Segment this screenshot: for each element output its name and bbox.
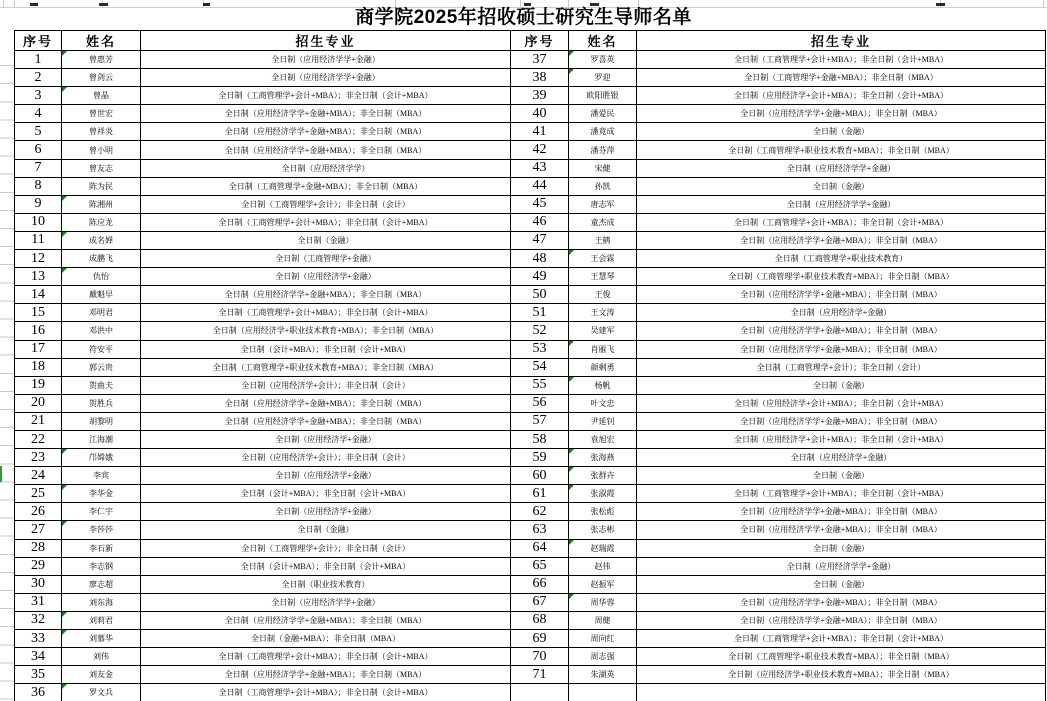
row-number-cell[interactable]: 2 (15, 69, 62, 87)
row-number-cell[interactable]: 25 (15, 485, 62, 503)
name-cell[interactable]: 罗喜英 (569, 51, 637, 69)
table-row (15, 539, 1046, 557)
major-cell[interactable]: 全日制（工商管理学+会计+MBA）；非全日制（会计+MBA） (637, 213, 1046, 231)
row-number-cell[interactable]: 6 (15, 141, 62, 159)
name-cell[interactable]: 宋健 (569, 159, 637, 177)
comment-indicator (62, 485, 67, 490)
major-cell[interactable]: 全日制（应用经济学学+金融+MBA）；非全日制（MBA） (637, 593, 1046, 611)
major-cell[interactable]: 全日制（应用经济学学+金融+MBA）；非全日制（MBA） (637, 503, 1046, 521)
name-cell[interactable]: 曾晶 (62, 87, 141, 105)
name-cell[interactable]: 张松彪 (569, 503, 637, 521)
row-number-cell[interactable]: 71 (511, 666, 569, 684)
row-number-cell[interactable]: 36 (15, 684, 62, 701)
comment-indicator (569, 449, 574, 454)
table-row (15, 376, 1046, 394)
major-cell[interactable]: 全日制（应用经济学学+金融） (637, 195, 1046, 213)
column-header-major[interactable]: 招生专业 (637, 31, 1046, 51)
table-row (15, 485, 1046, 503)
table-row (15, 340, 1046, 358)
name-cell[interactable]: 尹延钊 (569, 412, 637, 430)
row-number-cell[interactable]: 19 (15, 376, 62, 394)
row-number-cell[interactable]: 5 (15, 123, 62, 141)
major-cell[interactable]: 全日制（会计+MBA）；非全日制（会计+MBA） (141, 485, 511, 503)
table-row (15, 231, 1046, 249)
major-cell[interactable]: 全日制（工商管理学+会计+MBA）；非全日制（会计+MBA） (637, 51, 1046, 69)
row-number-cell[interactable]: 47 (511, 231, 569, 249)
name-cell[interactable]: 张志彬 (569, 521, 637, 539)
comment-indicator (62, 196, 67, 201)
row-number-cell[interactable]: 20 (15, 394, 62, 412)
column-header-major[interactable]: 招生专业 (141, 31, 511, 51)
name-cell[interactable]: 廖志超 (62, 575, 141, 593)
name-cell[interactable]: 李宾 (62, 467, 141, 485)
major-cell[interactable]: 全日制（工商管理学+会计）；非全日制（会计） (637, 358, 1046, 376)
name-cell[interactable]: 成名婵 (62, 231, 141, 249)
table-row (15, 648, 1046, 666)
name-cell[interactable]: 陈应龙 (62, 213, 141, 231)
comment-indicator (62, 87, 67, 92)
name-cell[interactable]: 罗迎 (569, 69, 637, 87)
major-cell[interactable]: 全日制（应用经济学学+金融） (141, 51, 511, 69)
name-cell[interactable]: 潘芬萍 (569, 141, 637, 159)
major-cell[interactable]: 全日制（金融） (637, 123, 1046, 141)
major-cell[interactable]: 全日制（工商管理学+职业技术教育+MBA）；非全日制（MBA） (637, 268, 1046, 286)
row-number-cell[interactable]: 37 (511, 51, 569, 69)
name-cell[interactable]: 胡黎明 (62, 412, 141, 430)
comment-indicator (62, 630, 67, 635)
major-cell[interactable]: 全日制（应用经济学学+金融） (637, 557, 1046, 575)
table-row (15, 87, 1046, 105)
row-number-cell[interactable]: 55 (511, 376, 569, 394)
row-number-cell[interactable]: 35 (15, 666, 62, 684)
major-cell[interactable]: 全日制（应用经济学学+金融+MBA）；非全日制（MBA） (637, 105, 1046, 123)
major-cell[interactable]: 全日制（应用经济学学） (141, 159, 511, 177)
major-cell[interactable]: 全日制（工商管理学+职业技术教育+MBA）；非全日制（MBA） (637, 648, 1046, 666)
row-number-cell[interactable]: 68 (511, 611, 569, 629)
row-number-cell[interactable]: 13 (15, 268, 62, 286)
name-cell[interactable]: 戴魁早 (62, 286, 141, 304)
major-cell[interactable]: 全日制（应用经济学学+金融+MBA）；非全日制（MBA） (141, 105, 511, 123)
major-cell[interactable]: 全日制（应用经济学学+金融+MBA）；非全日制（MBA） (637, 340, 1046, 358)
table-row (15, 575, 1046, 593)
major-cell[interactable]: 全日制（应用经济学学+金融） (141, 593, 511, 611)
row-number-cell[interactable]: 43 (511, 159, 569, 177)
name-cell[interactable]: 周志强 (569, 648, 637, 666)
comment-indicator (569, 250, 574, 255)
row-number-cell[interactable]: 39 (511, 87, 569, 105)
major-cell[interactable]: 全日制（金融） (141, 521, 511, 539)
comment-indicator (569, 341, 574, 346)
row-number-cell[interactable]: 4 (15, 105, 62, 123)
name-cell[interactable]: 唐志军 (569, 195, 637, 213)
row-number-cell[interactable]: 24 (15, 467, 62, 485)
comment-indicator (62, 268, 67, 273)
row-number-cell[interactable]: 49 (511, 268, 569, 286)
table-row (15, 304, 1046, 322)
table-row (15, 593, 1046, 611)
name-cell[interactable]: 曾惠芳 (62, 51, 141, 69)
row-number-cell[interactable]: 52 (511, 322, 569, 340)
major-cell[interactable]: 全日制（会计+MBA）；非全日制（会计+MBA） (141, 340, 511, 358)
major-cell[interactable]: 全日制（金融+MBA）；非全日制（MBA） (141, 630, 511, 648)
comment-indicator (62, 449, 67, 454)
major-cell[interactable]: 全日制（应用经济学学+金融+MBA）；非全日制（MBA） (141, 141, 511, 159)
name-cell[interactable]: 曾世宏 (62, 105, 141, 123)
name-cell[interactable]: 叶文忠 (569, 394, 637, 412)
row-24-margin-marker (0, 466, 2, 482)
row-number-cell[interactable]: 16 (15, 322, 62, 340)
row-number-cell[interactable]: 63 (511, 521, 569, 539)
row-number-cell[interactable]: 57 (511, 412, 569, 430)
table-row (15, 213, 1046, 231)
row-number-cell[interactable]: 27 (15, 521, 62, 539)
row-number-cell[interactable]: 69 (511, 630, 569, 648)
row-number-cell[interactable]: 18 (15, 358, 62, 376)
table-row (15, 394, 1046, 412)
major-cell[interactable]: 全日制（应用经济学+金融） (637, 304, 1046, 322)
major-cell[interactable]: 全日制（工商管理学+会计+MBA）；非全日制（会计+MBA） (141, 304, 511, 322)
name-cell[interactable]: 曾小明 (62, 141, 141, 159)
name-cell[interactable]: 邓明君 (62, 304, 141, 322)
row-number-cell[interactable]: 60 (511, 467, 569, 485)
table-row (15, 105, 1046, 123)
name-cell[interactable]: 朱湖英 (569, 666, 637, 684)
name-cell[interactable]: 欧阳胜银 (569, 87, 637, 105)
table-row (15, 286, 1046, 304)
name-cell[interactable]: 李华金 (62, 485, 141, 503)
major-cell[interactable]: 全日制（金融） (637, 467, 1046, 485)
major-cell[interactable]: 全日制（应用经济学学+金融+MBA）；非全日制（MBA） (141, 611, 511, 629)
table-row (15, 177, 1046, 195)
name-cell[interactable]: 孙凯 (569, 177, 637, 195)
comment-indicator (62, 521, 67, 526)
row-number-cell[interactable]: 51 (511, 304, 569, 322)
name-cell[interactable]: 符安平 (62, 340, 141, 358)
name-cell[interactable]: 杨帆 (569, 376, 637, 394)
table-row (15, 430, 1046, 448)
major-cell[interactable]: 全日制（应用经济学学+金融） (141, 69, 511, 87)
name-cell[interactable]: 张淑霞 (569, 485, 637, 503)
major-cell[interactable]: 全日制（应用经济学+职业技术教育+MBA）；非全日制（MBA） (637, 666, 1046, 684)
name-cell[interactable]: 潘竟成 (569, 123, 637, 141)
table-row (15, 449, 1046, 467)
name-cell[interactable]: 陈为民 (62, 177, 141, 195)
row-number-cell[interactable]: 48 (511, 250, 569, 268)
row-number-cell[interactable]: 31 (15, 593, 62, 611)
row-number-cell[interactable]: 66 (511, 575, 569, 593)
major-cell[interactable]: 全日制（工商管理学+会计）；非全日制（会计） (141, 195, 511, 213)
name-cell[interactable]: 赵瑞霞 (569, 539, 637, 557)
row-number-cell[interactable]: 22 (15, 430, 62, 448)
major-cell[interactable]: 全日制（应用经济学+会计+MBA）；非全日制（会计+MBA） (637, 87, 1046, 105)
name-cell[interactable]: 周健 (569, 611, 637, 629)
major-cell[interactable]: 全日制（金融） (141, 231, 511, 249)
comment-indicator (569, 467, 574, 472)
row-number-cell[interactable]: 23 (15, 449, 62, 467)
major-cell[interactable]: 全日制（工商管理学+会计+MBA）；非全日制（会计+MBA） (141, 213, 511, 231)
major-cell[interactable]: 全日制（应用经济学+职业技术教育+MBA）；非全日制（MBA） (141, 322, 511, 340)
row-number-cell[interactable]: 45 (511, 195, 569, 213)
row-number-cell[interactable]: 8 (15, 177, 62, 195)
comment-indicator (569, 485, 574, 490)
name-cell[interactable]: 王慧琴 (569, 268, 637, 286)
major-cell[interactable]: 全日制（工商管理学+会计+MBA）；非全日制（会计+MBA） (637, 485, 1046, 503)
row-number-cell[interactable]: 34 (15, 648, 62, 666)
major-cell[interactable]: 全日制（应用经济学学+金融+MBA）；非全日制（MBA） (141, 394, 511, 412)
table-row (15, 51, 1046, 69)
comment-indicator (62, 684, 67, 689)
column-header-no[interactable]: 序号 (511, 31, 569, 51)
comment-indicator (569, 540, 574, 545)
major-cell[interactable]: 全日制（工商管理学+会计+MBA）；非全日制（会计+MBA） (141, 648, 511, 666)
major-cell[interactable]: 全日制（金融） (637, 376, 1046, 394)
column-header-name[interactable]: 姓名 (62, 31, 141, 51)
name-cell[interactable]: 张海燕 (569, 449, 637, 467)
row-number-cell[interactable]: 61 (511, 485, 569, 503)
advisor-table (14, 30, 1046, 701)
row-number-cell[interactable]: 7 (15, 159, 62, 177)
comment-indicator (62, 51, 67, 56)
row-number-cell[interactable]: 15 (15, 304, 62, 322)
row-number-cell[interactable]: 54 (511, 358, 569, 376)
row-number-cell[interactable]: 50 (511, 286, 569, 304)
row-number-cell[interactable]: 58 (511, 430, 569, 448)
table-row (15, 611, 1046, 629)
major-cell[interactable]: 全日制（应用经济学+金融） (141, 467, 511, 485)
major-cell[interactable] (637, 684, 1046, 701)
name-cell[interactable]: 陈湘州 (62, 195, 141, 213)
row-number-cell[interactable]: 32 (15, 611, 62, 629)
name-cell[interactable]: 江海潮 (62, 430, 141, 448)
row-number-cell[interactable]: 28 (15, 539, 62, 557)
table-row (15, 268, 1046, 286)
advisor-table-body (15, 51, 1046, 701)
column-header-no[interactable]: 序号 (15, 31, 62, 51)
major-cell[interactable]: 全日制（工商管理学+会计+MBA）；非全日制（会计+MBA） (141, 684, 511, 701)
table-row (15, 322, 1046, 340)
row-number-cell[interactable]: 1 (15, 51, 62, 69)
major-cell[interactable]: 全日制（应用经济学学+金融+MBA）；非全日制（MBA） (141, 123, 511, 141)
comment-indicator (569, 377, 574, 382)
name-cell[interactable]: 刘东海 (62, 593, 141, 611)
name-cell[interactable]: 吴建军 (569, 322, 637, 340)
major-cell[interactable]: 全日制（职业技术教育） (141, 575, 511, 593)
table-row (15, 630, 1046, 648)
major-cell[interactable]: 全日制（应用经济学学+金融+MBA）；非全日制（MBA） (637, 521, 1046, 539)
name-cell[interactable]: 王鹤 (569, 231, 637, 249)
name-cell[interactable]: 贺曲夫 (62, 376, 141, 394)
major-cell[interactable]: 全日制（应用经济学+金融） (637, 449, 1046, 467)
name-cell[interactable]: 肖雁飞 (569, 340, 637, 358)
comment-indicator (62, 612, 67, 617)
major-cell[interactable]: 全日制（应用经济学学+金融+MBA）；非全日制（MBA） (637, 611, 1046, 629)
row-number-cell[interactable]: 40 (511, 105, 569, 123)
row-number-cell[interactable]: 10 (15, 213, 62, 231)
comment-indicator (569, 51, 574, 56)
name-cell[interactable]: 李志钢 (62, 557, 141, 575)
name-cell[interactable]: 郭云贵 (62, 358, 141, 376)
major-cell[interactable]: 全日制（工商管理学+职业技术教育） (637, 250, 1046, 268)
major-cell[interactable]: 全日制（应用经济学学+金融+MBA）；非全日制（MBA） (141, 286, 511, 304)
table-row (15, 159, 1046, 177)
name-cell[interactable]: 成鹏飞 (62, 250, 141, 268)
name-cell[interactable]: 周向红 (569, 630, 637, 648)
name-cell[interactable]: 颜剩勇 (569, 358, 637, 376)
row-number-cell[interactable]: 44 (511, 177, 569, 195)
name-cell[interactable]: 赵振军 (569, 575, 637, 593)
major-cell[interactable]: 全日制（工商管理学+会计+MBA）；非全日制（会计+MBA） (141, 87, 511, 105)
major-cell[interactable]: 全日制（应用经济学+会计）；非全日制（会计） (141, 449, 511, 467)
row-number-cell[interactable]: 14 (15, 286, 62, 304)
name-cell[interactable]: 李莎莎 (62, 521, 141, 539)
name-cell[interactable]: 袁旭宏 (569, 430, 637, 448)
row-number-cell[interactable]: 70 (511, 648, 569, 666)
major-cell[interactable]: 全日制（会计+MBA）；非全日制（会计+MBA） (141, 557, 511, 575)
row-number-cell[interactable]: 26 (15, 503, 62, 521)
row-number-cell[interactable]: 17 (15, 340, 62, 358)
major-cell[interactable]: 全日制（应用经济学学+金融+MBA）；非全日制（MBA） (637, 231, 1046, 249)
header-row (15, 31, 1046, 51)
major-cell[interactable]: 全日制（工商管理学+职业技术教育+MBA）；非全日制（MBA） (141, 358, 511, 376)
row-number-cell[interactable]: 46 (511, 213, 569, 231)
row-number-cell[interactable]: 64 (511, 539, 569, 557)
row-number-cell[interactable]: 9 (15, 195, 62, 213)
left-margin-gridlines (0, 48, 14, 701)
major-cell[interactable]: 全日制（金融） (637, 177, 1046, 195)
table-row (15, 358, 1046, 376)
major-cell[interactable]: 全日制（金融） (637, 575, 1046, 593)
major-cell[interactable]: 全日制（应用经济学学+金融+MBA）；非全日制（MBA） (637, 322, 1046, 340)
name-cell[interactable]: 李仁宇 (62, 503, 141, 521)
name-cell[interactable]: 贺胜兵 (62, 394, 141, 412)
name-cell[interactable]: 罗文兵 (62, 684, 141, 701)
major-cell[interactable]: 全日制（应用经济学+金融） (141, 503, 511, 521)
name-cell[interactable]: 张群卉 (569, 467, 637, 485)
table-row (15, 195, 1046, 213)
row-number-cell[interactable]: 33 (15, 630, 62, 648)
row-number-cell[interactable]: 65 (511, 557, 569, 575)
major-cell[interactable]: 全日制（工商管理学+职业技术教育+MBA）；非全日制（MBA） (637, 141, 1046, 159)
name-cell[interactable]: 王会霖 (569, 250, 637, 268)
row-number-cell[interactable]: 53 (511, 340, 569, 358)
name-cell[interactable]: 邝嫦娥 (62, 449, 141, 467)
major-cell[interactable]: 全日制（应用经济学学+金融+MBA）；非全日制（MBA） (141, 412, 511, 430)
column-header-name[interactable]: 姓名 (569, 31, 637, 51)
major-cell[interactable]: 全日制（应用经济学+金融） (141, 268, 511, 286)
table-row (15, 557, 1046, 575)
page-title: 商学院2025年招收硕士研究生导师名单 (355, 7, 692, 28)
table-row (15, 412, 1046, 430)
row-number-cell[interactable]: 67 (511, 593, 569, 611)
row-number-cell[interactable]: 11 (15, 231, 62, 249)
table-row (15, 250, 1046, 268)
row-number-cell[interactable]: 30 (15, 575, 62, 593)
name-cell[interactable]: 王文涛 (569, 304, 637, 322)
major-cell[interactable]: 全日制（应用经济学+会计）；非全日制（会计） (141, 376, 511, 394)
major-cell[interactable]: 全日制（应用经济学+金融） (141, 430, 511, 448)
major-cell[interactable]: 全日制（应用经济学学+金融） (637, 159, 1046, 177)
major-cell[interactable]: 全日制（工商管理学+金融） (141, 250, 511, 268)
row-number-cell[interactable] (511, 684, 569, 701)
name-cell[interactable]: 周华蓉 (569, 593, 637, 611)
name-cell[interactable]: 刘慕华 (62, 630, 141, 648)
name-cell[interactable]: 刘伟 (62, 648, 141, 666)
table-row (15, 666, 1046, 684)
major-cell[interactable]: 全日制（应用经济学学+金融+MBA）；非全日制（MBA） (141, 666, 511, 684)
row-number-cell[interactable]: 12 (15, 250, 62, 268)
table-row (15, 467, 1046, 485)
row-number-cell[interactable]: 41 (511, 123, 569, 141)
comment-indicator (569, 594, 574, 599)
name-cell[interactable]: 童杰成 (569, 213, 637, 231)
major-cell[interactable]: 全日制（应用经济学学+金融+MBA）；非全日制（MBA） (637, 286, 1046, 304)
name-cell[interactable]: 王俊 (569, 286, 637, 304)
row-number-cell[interactable]: 59 (511, 449, 569, 467)
table-row (15, 141, 1046, 159)
name-cell[interactable]: 邓洪中 (62, 322, 141, 340)
major-cell[interactable]: 全日制（工商管理学+会计+MBA）；非全日制（会计+MBA） (637, 630, 1046, 648)
name-cell[interactable]: 刘莉君 (62, 611, 141, 629)
name-cell[interactable]: 赵伟 (569, 557, 637, 575)
table-row (15, 123, 1046, 141)
name-cell[interactable]: 李石新 (62, 539, 141, 557)
major-cell[interactable]: 全日制（应用经济学+会计+MBA）；非全日制（会计+MBA） (637, 394, 1046, 412)
major-cell[interactable]: 全日制（金融） (637, 539, 1046, 557)
major-cell[interactable]: 全日制（应用经济学+会计+MBA）；非全日制（会计+MBA） (637, 430, 1046, 448)
name-cell[interactable]: 曾剑云 (62, 69, 141, 87)
row-number-cell[interactable]: 62 (511, 503, 569, 521)
table-row (15, 684, 1046, 701)
comment-indicator (569, 69, 574, 74)
name-cell[interactable]: 潘爱民 (569, 105, 637, 123)
row-number-cell[interactable]: 29 (15, 557, 62, 575)
row-number-cell[interactable]: 3 (15, 87, 62, 105)
row-number-cell[interactable]: 56 (511, 394, 569, 412)
name-cell[interactable]: 曾祥炎 (62, 123, 141, 141)
row-number-cell[interactable]: 38 (511, 69, 569, 87)
name-cell[interactable]: 仇怡 (62, 268, 141, 286)
comment-indicator (62, 232, 67, 237)
name-cell[interactable]: 刘友金 (62, 666, 141, 684)
table-row (15, 521, 1046, 539)
major-cell[interactable]: 全日制（工商管理学+金融+MBA）；非全日制（MBA） (141, 177, 511, 195)
name-cell[interactable] (569, 684, 637, 701)
major-cell[interactable]: 全日制（工商管理学+金融+MBA）；非全日制（MBA） (637, 69, 1046, 87)
table-row (15, 69, 1046, 87)
row-number-cell[interactable]: 21 (15, 412, 62, 430)
name-cell[interactable]: 曾友志 (62, 159, 141, 177)
table-row (15, 503, 1046, 521)
major-cell[interactable]: 全日制（应用经济学学+金融+MBA）；非全日制（MBA） (637, 412, 1046, 430)
row-number-cell[interactable]: 42 (511, 141, 569, 159)
major-cell[interactable]: 全日制（工商管理学+会计）；非全日制（会计） (141, 539, 511, 557)
